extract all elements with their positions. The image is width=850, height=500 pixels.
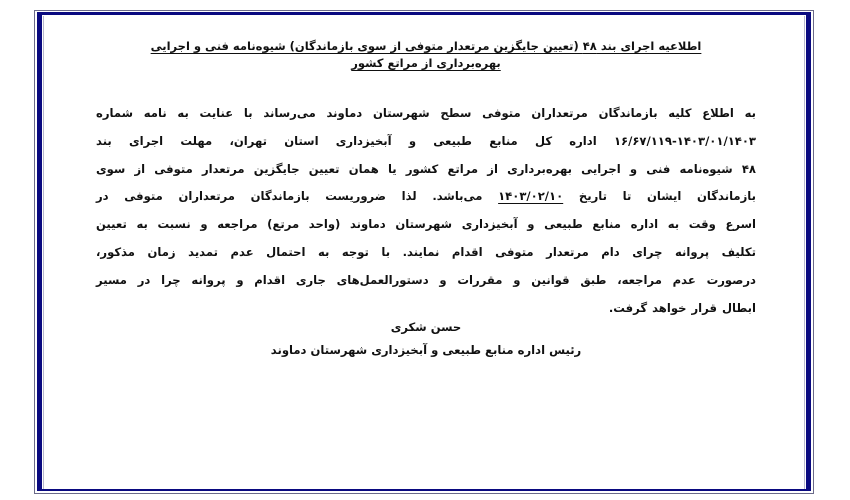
body-line: به اطلاع کلیه بازماندگان مرتعداران متوفی سطح شهرستان دماوند می‌رساند با عنایت به نامه شماره [96, 106, 756, 120]
announcement-title [96, 38, 756, 72]
announcement-document [96, 38, 756, 322]
deadline-suffix: می‌باشد. لذا ضروریست بازماندگان مرتعداران متوفی در [96, 189, 499, 204]
signatory-name: حسن شکری [390, 320, 462, 334]
body-line: اسرع وقت به اداره منابع طبیعی و آبخیزداری شهرستان دماوند (واحد مرتع) مراجعه و نسبت به تعیین [96, 217, 756, 232]
signatory-position: رئیس اداره منابع طبیعی و آبخیزداری شهرستان دماوند [270, 343, 582, 357]
signature-block [96, 316, 756, 362]
deadline-date: ۱۴۰۳/۰۲/۱۰ [498, 189, 564, 204]
body-line-deadline [96, 183, 756, 211]
title-line-1: اطلاعیه اجرای بند ۴۸ (تعیین جایگزین مرتعدار متوفی از سوی بازماندگان) شیوه‌نامه فنی و اجرایی [150, 39, 702, 53]
body-line: تکلیف پروانه چرای دام مرتعدار متوفی اقدام نمایند. با توجه به احتمال عدم تمدید زمان مذکور، [96, 244, 756, 259]
body-line: ۱۶/۶۷/۱۱۹-۱۴۰۳/۰۱/۱۴۰۳ اداره کل منابع طبیعی و آبخیزداری استان تهران، مهلت اجرای بند [96, 133, 756, 148]
body-line: ۴۸ شیوه‌نامه فنی و اجرایی بهره‌برداری از مراتع کشور یا همان تعیین جایگزین مرتعدار متوفی از سوی [96, 161, 756, 176]
body-line: درصورت عدم مراجعه، طبق قوانین و مقررات و دستورالعمل‌های جاری اقدام و پروانه چرا در مسیر [96, 272, 756, 287]
title-line-2: بهره‌برداری از مراتع کشور [351, 56, 501, 70]
deadline-prefix: بازماندگان ایشان تا تاریخ [563, 189, 756, 204]
body-line-last: ابطال قرار خواهد گرفت. [608, 300, 756, 315]
announcement-body [96, 100, 756, 322]
